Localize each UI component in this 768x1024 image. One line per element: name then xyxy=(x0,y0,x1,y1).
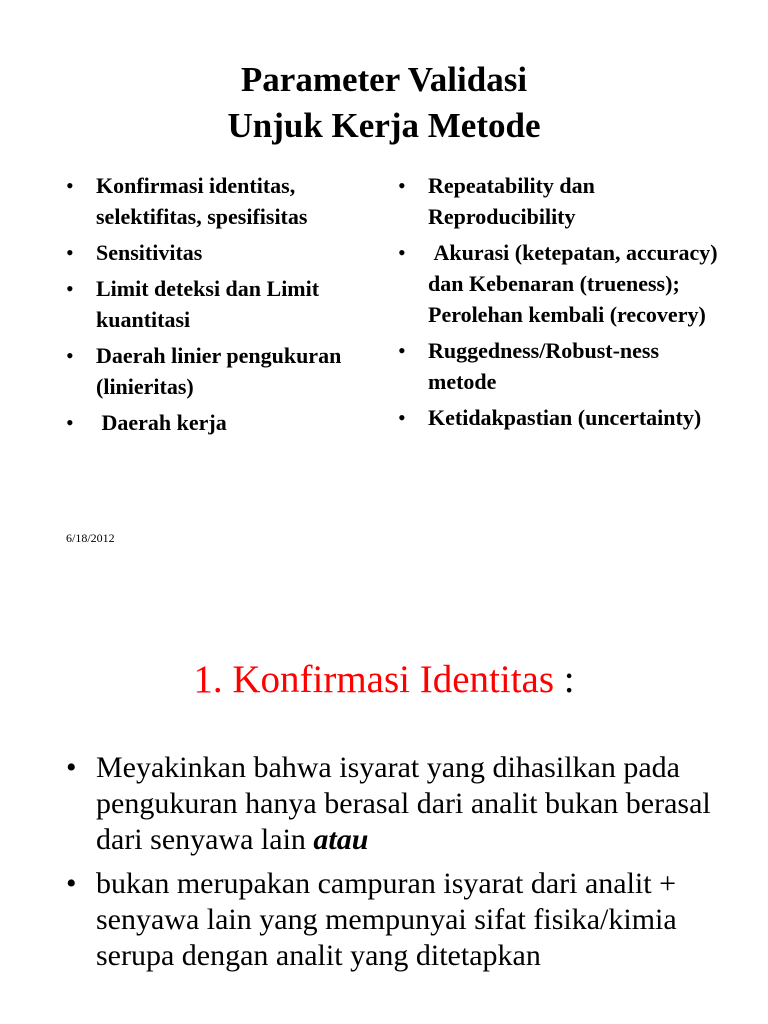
list-item-text: Akurasi (ketepatan, accuracy) dan Kebenaran (trueness); Perolehan kembali (recovery) xyxy=(428,240,724,327)
list-item-text: Ruggedness/Robust-ness metode xyxy=(428,338,660,394)
list-item-text: Sensitivitas xyxy=(96,240,203,265)
bullet-icon: • xyxy=(398,173,406,198)
list-item xyxy=(66,407,366,438)
slide-title-red: 1. Konfirmasi Identitas xyxy=(193,658,555,701)
slide-title xyxy=(0,657,768,703)
list-item xyxy=(398,402,718,433)
list-item-text: Konfirmasi identitas, selektifitas, spesifisitas xyxy=(96,173,308,229)
bullet-icon: • xyxy=(66,276,74,301)
body-bullet-list xyxy=(66,750,716,982)
list-item xyxy=(66,237,366,268)
list-item-text: bukan merupakan campuran isyarat dari analit + senyawa lain yang mempunyai sifat fisika/kimia serupa dengan analit yang ditetapkan xyxy=(96,867,677,972)
bullet-icon: • xyxy=(66,343,74,368)
list-item-text: Limit deteksi dan Limit kuantitasi xyxy=(96,276,320,332)
list-item xyxy=(66,750,716,858)
list-item-text: Daerah kerja xyxy=(96,410,227,435)
list-item xyxy=(66,273,366,335)
slide-date: 6/18/2012 xyxy=(66,531,115,545)
list-item xyxy=(66,340,366,402)
list-item xyxy=(398,335,718,397)
bullet-icon: • xyxy=(66,240,74,265)
bullet-icon: • xyxy=(398,240,406,265)
slide-title-line2: Unjuk Kerja Metode xyxy=(227,106,541,145)
bullet-icon: • xyxy=(398,338,406,363)
right-bullet-list xyxy=(398,170,724,438)
list-item-text: Repeatability dan Reproducibility xyxy=(428,173,595,229)
slide-konfirmasi-identitas xyxy=(0,575,768,1024)
bullet-icon: • xyxy=(66,410,74,435)
list-item-text: Ketidakpastian (uncertainty) xyxy=(428,405,702,430)
bullet-icon: • xyxy=(66,867,77,900)
left-bullet-list xyxy=(66,170,366,443)
bullet-icon: • xyxy=(66,173,74,198)
bullet-icon: • xyxy=(398,405,406,430)
slide-title-line1: Parameter Validasi xyxy=(240,60,528,99)
list-item-text: Meyakinkan bahwa isyarat yang dihasilkan pada pengukuran hanya berasal dari analit bukan berasal dari senyawa lain xyxy=(96,751,711,856)
list-item xyxy=(398,170,718,232)
list-item-emphasis: atau xyxy=(313,823,369,856)
bullet-icon: • xyxy=(66,751,77,784)
list-item xyxy=(398,237,724,330)
slide-title xyxy=(0,57,768,149)
slide-title-suffix: : xyxy=(554,658,575,701)
list-item xyxy=(66,170,366,232)
list-item xyxy=(66,866,716,974)
list-item-text: Daerah linier pengukuran (linieritas) xyxy=(96,343,342,399)
